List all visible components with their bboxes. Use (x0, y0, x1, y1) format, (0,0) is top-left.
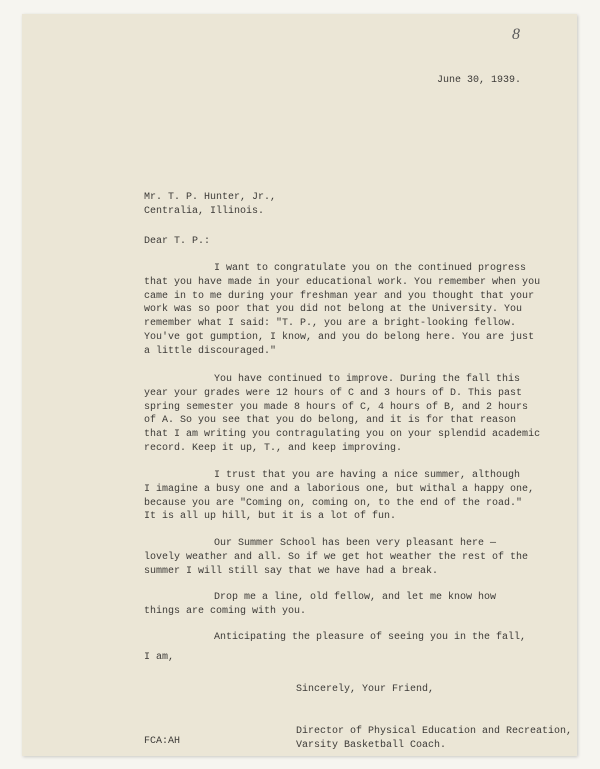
signature-block (296, 725, 572, 753)
letter-date: June 30, 1939. (437, 75, 522, 86)
paragraph-line: of A. So you see that you do belong, and it is for that reason (144, 415, 517, 427)
paragraph-line: I trust that you are having a nice summer, although (214, 470, 521, 481)
body-paragraph (144, 373, 544, 456)
paragraph-line: came in to me during your freshman year and you thought that your (144, 290, 535, 302)
paragraph-line: spring semester you made 8 hours of C, 4 hours of B, and 2 hours (144, 401, 529, 413)
reference-initials: FCA:AH (144, 736, 181, 747)
paragraph-line: lovely weather and all. So if we get hot weather the rest of the (144, 551, 529, 563)
paragraph-line: You have continued to improve. During the fall this (214, 374, 521, 385)
paragraph-line: Drop me a line, old fellow, and let me know how (214, 592, 497, 603)
paragraph-line: year your grades were 12 hours of C and 3 hours of D. This past (144, 387, 523, 399)
paragraph-line: record. Keep it up, T., and keep improving. (144, 442, 403, 454)
paragraph-line: I imagine a busy one and a laborious one, but withal a happy one, (144, 483, 535, 495)
closing-phrase: I am, (144, 652, 175, 663)
paragraph-line: that you have made in your educational work. You remember when you (144, 276, 541, 288)
recipient-location: Centralia, Illinois. (144, 205, 265, 217)
paragraph-line: I want to congratulate you on the continued progress (214, 263, 527, 274)
paragraph-line: a little discouraged." (144, 345, 277, 357)
paragraph-line: things are coming with you. (144, 605, 307, 617)
recipient-address (144, 191, 276, 219)
paragraph-line: remember what I said: "T. P., you are a bright-looking fellow. (144, 318, 517, 330)
salutation: Dear T. P.: (144, 236, 211, 247)
complimentary-close: Sincerely, Your Friend, (296, 684, 435, 695)
paragraph-line: that I am writing you contragulating you on your splendid academic (144, 429, 541, 441)
paragraph-line: because you are "Coming on, coming on, to the end of the road." (144, 497, 523, 509)
paragraph-line: It is all up hill, but it is a lot of fun. (144, 511, 397, 523)
paragraph-line: You've got gumption, I know, and you do belong here. You are just (144, 331, 535, 343)
paragraph-line: Anticipating the pleasure of seeing you in the fall, (214, 632, 527, 643)
paragraph-line: work was so poor that you did not belong at the University. You (144, 304, 523, 316)
paragraph-line: Our Summer School has been very pleasant here — (214, 538, 497, 549)
body-paragraph (144, 591, 544, 619)
letter-sheet (22, 14, 577, 756)
folio-mark: 8 (512, 26, 520, 43)
recipient-name: Mr. T. P. Hunter, Jr., (144, 192, 277, 203)
signature-title-line: Director of Physical Education and Recreation, (296, 726, 573, 737)
paragraph-line: summer I will still say that we have had a break. (144, 565, 439, 577)
body-paragraph (144, 631, 544, 645)
signature-title-line: Varsity Basketball Coach. (296, 739, 447, 751)
body-paragraph (144, 262, 544, 359)
body-paragraph (144, 537, 544, 578)
body-paragraph (144, 469, 544, 524)
